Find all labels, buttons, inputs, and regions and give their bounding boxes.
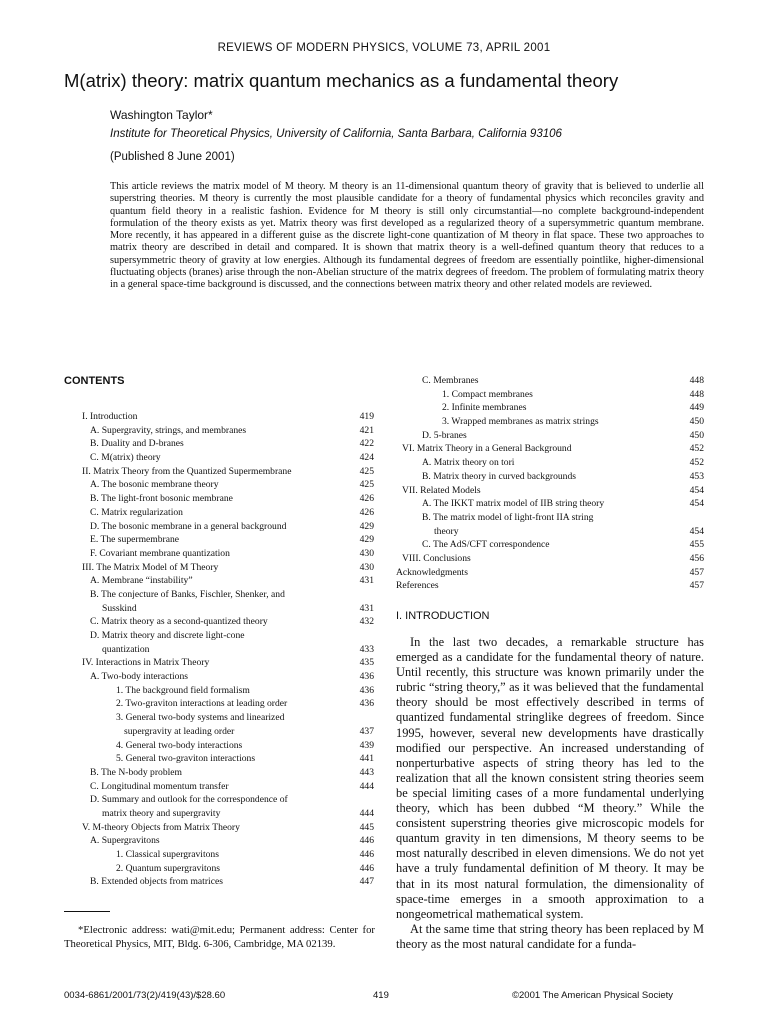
- toc-entry-title: D. 5-branes: [422, 429, 467, 441]
- toc-entry[interactable]: [396, 442, 704, 456]
- toc-entry-title: D. Summary and outlook for the correspondence of: [90, 794, 288, 806]
- toc-entry-title: II. Matrix Theory from the Quantized Supermembrane: [82, 465, 292, 477]
- toc-entry[interactable]: [396, 538, 704, 552]
- toc-entry[interactable]: [64, 602, 374, 616]
- toc-entry[interactable]: [64, 574, 374, 588]
- toc-entry[interactable]: [396, 552, 704, 566]
- toc-entry-title: A. The bosonic membrane theory: [90, 479, 219, 491]
- toc-entry[interactable]: [396, 415, 704, 429]
- contents-heading: CONTENTS: [64, 375, 125, 387]
- toc-entry-title: E. The supermembrane: [90, 534, 180, 546]
- toc-entry-title: B. Duality and D-branes: [90, 438, 184, 450]
- toc-entry[interactable]: [64, 492, 374, 506]
- toc-entry-page: 430: [359, 547, 374, 559]
- toc-entry-title: C. Longitudinal momentum transfer: [90, 780, 229, 792]
- toc-entry[interactable]: [64, 752, 374, 766]
- toc-entry-title: 3. Wrapped membranes as matrix strings: [442, 416, 599, 428]
- toc-entry-page: 446: [359, 835, 374, 847]
- toc-entry-title: quantization: [102, 643, 150, 655]
- toc-entry[interactable]: [64, 862, 374, 876]
- toc-entry[interactable]: [64, 697, 374, 711]
- toc-entry-title: A. Supergravity, strings, and membranes: [90, 424, 247, 436]
- toc-entry-title: VI. Matrix Theory in a General Background: [402, 443, 572, 455]
- toc-entry-title: C. The AdS/CFT correspondence: [422, 539, 550, 551]
- toc-entry-title: A. Two-body interactions: [90, 671, 189, 683]
- toc-entry-title: A. Membrane “instability”: [90, 575, 193, 587]
- toc-entry-page: 436: [359, 684, 374, 696]
- toc-entry[interactable]: [64, 725, 374, 739]
- author: Washington Taylor*: [110, 108, 213, 122]
- toc-entry-page: 436: [359, 671, 374, 683]
- toc-entry[interactable]: [396, 374, 704, 388]
- toc-entry-page: 426: [359, 506, 374, 518]
- toc-entry[interactable]: [396, 470, 704, 484]
- toc-entry-page: 444: [359, 807, 374, 819]
- toc-entry[interactable]: [396, 579, 704, 593]
- toc-entry[interactable]: [396, 388, 704, 402]
- toc-entry-page: 444: [359, 780, 374, 792]
- toc-entry-title: VIII. Conclusions: [402, 552, 471, 564]
- toc-entry-page: 429: [359, 520, 374, 532]
- toc-entry[interactable]: [64, 615, 374, 629]
- toc-entry[interactable]: [64, 547, 374, 561]
- toc-entry-page: 431: [359, 602, 374, 614]
- toc-entry-page: 425: [359, 479, 374, 491]
- toc-entry-title: C. Membranes: [422, 375, 479, 386]
- toc-entry[interactable]: [64, 437, 374, 451]
- toc-right-column: [396, 374, 704, 593]
- toc-entry-title: 1. The background field formalism: [116, 684, 250, 696]
- toc-entry[interactable]: [396, 456, 704, 470]
- toc-entry[interactable]: [64, 670, 374, 684]
- toc-entry-page: 424: [359, 452, 374, 464]
- toc-entry-title: VII. Related Models: [402, 484, 481, 496]
- toc-entry[interactable]: [64, 410, 374, 424]
- toc-entry-title: theory: [434, 525, 459, 537]
- toc-entry[interactable]: [64, 588, 374, 602]
- toc-entry-page: 437: [359, 725, 374, 737]
- toc-entry[interactable]: [396, 566, 704, 580]
- toc-entry-page: 436: [359, 698, 374, 710]
- toc-entry[interactable]: [64, 506, 374, 520]
- toc-entry-page: 425: [359, 465, 374, 477]
- toc-entry[interactable]: [396, 484, 704, 498]
- toc-entry[interactable]: [64, 424, 374, 438]
- toc-entry[interactable]: [396, 525, 704, 539]
- toc-entry-page: 445: [359, 821, 374, 833]
- toc-entry-page: 430: [359, 561, 374, 573]
- toc-entry-page: 450: [689, 416, 704, 428]
- toc-entry-page: 456: [689, 552, 704, 564]
- toc-entry[interactable]: [64, 848, 374, 862]
- toc-entry[interactable]: [64, 643, 374, 657]
- toc-entry-title: A. Supergravitons: [90, 835, 160, 847]
- toc-entry-title: A. The IKKT matrix model of IIB string theory: [422, 498, 605, 510]
- toc-entry[interactable]: [396, 497, 704, 511]
- toc-entry-page: 447: [359, 876, 374, 888]
- toc-entry-page: 422: [359, 438, 374, 450]
- toc-entry-page: 446: [359, 862, 374, 874]
- toc-entry-title: 4. General two-body interactions: [116, 739, 243, 751]
- toc-entry-page: 455: [689, 539, 704, 551]
- toc-entry[interactable]: [64, 834, 374, 848]
- toc-entry-title: supergravity at leading order: [124, 725, 235, 737]
- toc-entry-title: D. Matrix theory and discrete light-cone: [90, 630, 245, 641]
- toc-entry-title: V. M-theory Objects from Matrix Theory: [82, 821, 240, 833]
- toc-entry-title: Susskind: [102, 602, 137, 614]
- toc-entry-page: 452: [689, 443, 704, 455]
- toc-entry-title: III. The Matrix Model of M Theory: [82, 561, 219, 573]
- toc-entry[interactable]: [64, 821, 374, 835]
- toc-entry-title: matrix theory and supergravity: [102, 807, 221, 819]
- toc-entry[interactable]: [64, 629, 374, 643]
- footer-page-number: 419: [373, 990, 389, 1001]
- footnote: *Electronic address: wati@mit.edu; Permanent address: Center for Theoretical Physics, MIT, Bldg. 6-306, Cambridge, MA 02139.: [64, 924, 375, 950]
- toc-entry-title: B. The light-front bosonic membrane: [90, 493, 233, 505]
- toc-entry-page: 454: [689, 525, 704, 537]
- toc-entry-page: 439: [359, 739, 374, 751]
- toc-entry[interactable]: [64, 478, 374, 492]
- toc-entry[interactable]: [64, 780, 374, 794]
- toc-entry-title: C. M(atrix) theory: [90, 452, 161, 464]
- toc-entry-page: 453: [689, 470, 704, 482]
- toc-entry[interactable]: [64, 684, 374, 698]
- toc-entry-title: A. Matrix theory on tori: [422, 457, 515, 469]
- abstract: This article reviews the matrix model of M theory. M theory is an 11-dimensional quantum theory of gravity that is believed to underlie all superstring theories. M theory is currently the most plausible candidate for a theory of fundamental physics which reconciles gravity and quantum field theory in a realistic fashion. Evidence for M theory is still only circumstantial—no complete background-independent formulation of the theory exists as yet. Matrix theory was first developed as a regularized theory of a supersymmetric quantum membrane. More recently, it has appeared in a different guise as the discrete light-cone quantization of M theory in flat space. These two approaches to matrix theory are described in detail and compared. It is shown that matrix theory is a well-defined quantum theory that reduces to a supersymmetric theory of gravity at low energies. Although its fundamental degrees of freedom are essentially pointlike, higher-dimensional fluctuating objects (branes) arise through the non-Abelian structure of the matrix degrees of freedom. The problem of formulating matrix theory in a general space-time background is discussed, and the connections between matrix theory and other related models are reviewed.: [110, 181, 704, 290]
- toc-entry-title: D. The bosonic membrane in a general background: [90, 520, 287, 532]
- footer-copyright: ©2001 The American Physical Society: [512, 990, 674, 1001]
- toc-entry-title: F. Covariant membrane quantization: [90, 547, 230, 559]
- affiliation: Institute for Theoretical Physics, University of California, Santa Barbara, California 93106: [110, 128, 562, 140]
- toc-entry-page: 426: [359, 493, 374, 505]
- toc-entry[interactable]: [64, 520, 374, 534]
- toc-entry-page: 457: [689, 566, 704, 578]
- toc-entry-title: 5. General two-graviton interactions: [116, 753, 256, 765]
- toc-entry-page: 435: [359, 657, 374, 669]
- toc-entry-page: 421: [359, 424, 374, 436]
- toc-entry-page: 448: [689, 388, 704, 400]
- toc-entry-title: 2. Quantum supergravitons: [116, 862, 221, 874]
- toc-entry-title: 1. Classical supergravitons: [116, 849, 219, 860]
- body-paragraph: At the same time that string theory has been replaced by M theory as the most natural candidate for a funda-: [396, 921, 704, 951]
- toc-entry-page: 446: [359, 849, 374, 860]
- paper-title: M(atrix) theory: matrix quantum mechanics as a fundamental theory: [64, 70, 619, 91]
- toc-entry-title: 3. General two-body systems and linearized: [116, 712, 285, 724]
- toc-entry-title: B. The conjecture of Banks, Fischler, Shenker, and: [90, 588, 285, 600]
- toc-entry-title: Acknowledgments: [396, 566, 468, 578]
- toc-entry-page: 454: [689, 498, 704, 510]
- toc-entry-page: 433: [359, 643, 374, 655]
- toc-entry-title: References: [396, 580, 439, 592]
- toc-entry[interactable]: [396, 429, 704, 443]
- toc-left-column: [64, 410, 374, 889]
- toc-entry-page: 419: [359, 411, 374, 422]
- toc-entry-title: 1. Compact membranes: [442, 388, 533, 400]
- toc-entry-page: 454: [689, 484, 704, 496]
- journal-header: REVIEWS OF MODERN PHYSICS, VOLUME 73, APRIL 2001: [217, 42, 551, 54]
- footnote-rule: [64, 911, 110, 912]
- toc-entry[interactable]: [64, 711, 374, 725]
- section-heading: I. INTRODUCTION: [396, 610, 490, 622]
- toc-entry-page: 449: [689, 402, 704, 414]
- footer-doi: 0034-6861/2001/73(2)/419(43)/$28.60: [64, 990, 226, 1001]
- toc-entry[interactable]: [64, 739, 374, 753]
- toc-entry-page: 431: [359, 575, 374, 587]
- toc-entry-page: 457: [689, 580, 704, 592]
- toc-entry-page: 441: [359, 753, 374, 765]
- body-paragraph: In the last two decades, a remarkable structure has emerged as a candidate for the fundamental theory of nature. Until recently, this structure was known primarily under the rubric “string theory,” as it was believed that the fundamental theory should be most effectively described in terms of quantized fundamental stringlike degrees of freedom. Since 1995, however, several new developments have drastically modified our perspective. An increased understanding of nonperturbative aspects of string theory has led to the realization that all the known consistent string theories seem be special limiting cases of a more fundamental underlying theory, which has been dubbed “M theory.” While the consistent superstring theories give microscopic models for quantum gravity in ten dimensions, M theory seems to be most naturally described in eleven dimensions. We do not yet have a truly fundamental definition of M theory. It may be that in its most natural formulation, the dimensionality of space-time emerges in a smooth approximation to a nongeometrical mathematical system.: [396, 635, 704, 921]
- body-text: [396, 635, 704, 952]
- toc-entry[interactable]: [64, 533, 374, 547]
- toc-entry[interactable]: [64, 451, 374, 465]
- toc-entry-title: 2. Infinite membranes: [442, 402, 527, 414]
- toc-entry[interactable]: [64, 465, 374, 479]
- toc-entry[interactable]: [64, 807, 374, 821]
- toc-entry-title: I. Introduction: [82, 411, 138, 422]
- toc-entry-page: 432: [359, 616, 374, 628]
- toc-entry[interactable]: [64, 656, 374, 670]
- toc-entry-title: B. Matrix theory in curved backgrounds: [422, 470, 576, 482]
- toc-entry[interactable]: [396, 511, 704, 525]
- toc-entry[interactable]: [64, 561, 374, 575]
- toc-entry[interactable]: [64, 793, 374, 807]
- toc-entry[interactable]: [64, 766, 374, 780]
- toc-entry-page: 443: [359, 766, 374, 778]
- toc-entry-page: 429: [359, 534, 374, 546]
- published-date: (Published 8 June 2001): [110, 151, 235, 163]
- toc-entry[interactable]: [64, 875, 374, 889]
- toc-entry-title: C. Matrix theory as a second-quantized theory: [90, 616, 268, 628]
- toc-entry-page: 450: [689, 429, 704, 441]
- toc-entry-title: C. Matrix regularization: [90, 506, 183, 518]
- toc-entry-title: IV. Interactions in Matrix Theory: [82, 657, 210, 669]
- toc-entry-page: 452: [689, 457, 704, 469]
- toc-entry[interactable]: [396, 401, 704, 415]
- toc-entry-title: B. The matrix model of light-front IIA string: [422, 511, 594, 523]
- toc-entry-page: 448: [689, 375, 704, 386]
- toc-entry-title: B. The N-body problem: [90, 766, 183, 778]
- toc-entry-title: B. Extended objects from matrices: [90, 876, 223, 888]
- toc-entry-title: 2. Two-graviton interactions at leading order: [116, 698, 288, 710]
